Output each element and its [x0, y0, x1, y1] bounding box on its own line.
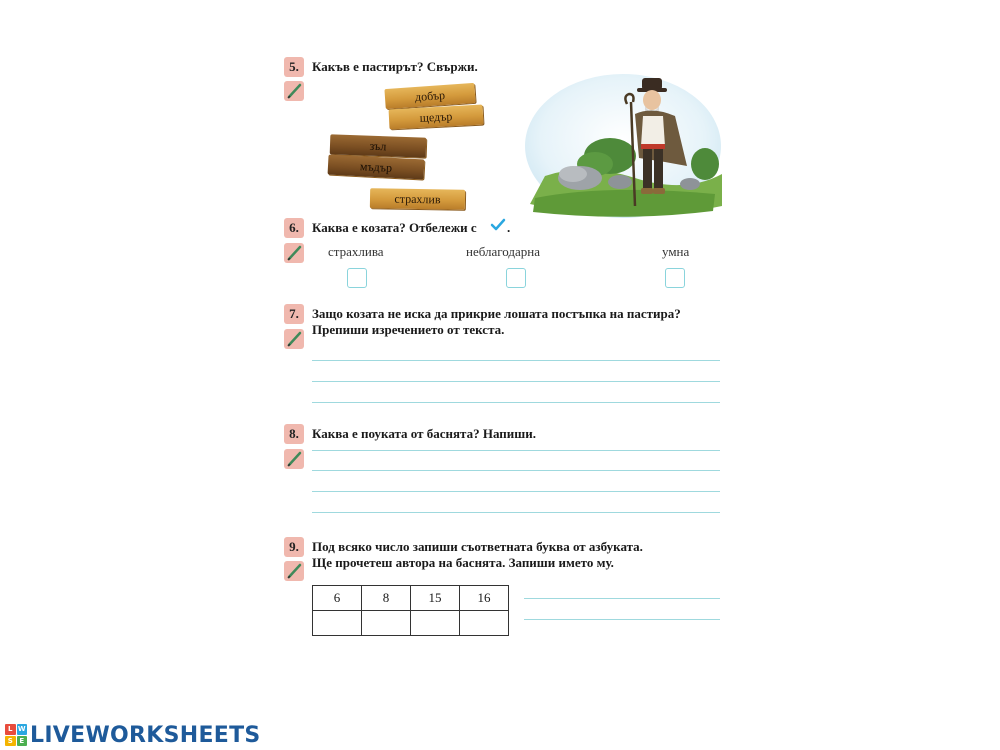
question-number-8: 8. [284, 424, 304, 444]
answer-line-7-2[interactable] [312, 381, 720, 382]
question-number-7: 7. [284, 304, 304, 324]
checkbox-ungrateful[interactable] [506, 268, 526, 288]
question-number-6: 6. [284, 218, 304, 238]
number-cell: 15 [411, 586, 460, 611]
question-number-5: 5. [284, 57, 304, 77]
word-plank-wise[interactable]: мъдър [328, 155, 425, 180]
question-6-period: . [507, 220, 511, 235]
word-plank-good[interactable]: добър [384, 83, 475, 109]
number-cell: 6 [313, 586, 362, 611]
checkmark-icon [490, 218, 506, 232]
checkbox-coward[interactable] [347, 268, 367, 288]
letter-input-cell[interactable] [411, 611, 460, 636]
word-plank-evil[interactable]: зъл [330, 134, 427, 157]
question-8-text: Каква е поуката от баснята? Напиши. [312, 426, 536, 441]
question-7-line2: Препиши изречението от текста. [312, 322, 505, 337]
pencil-icon [284, 81, 304, 101]
question-9-line1: Под всяко число запиши съответната буква от азбуката. [312, 539, 643, 554]
question-6-text: Каква е козата? Отбележи с [312, 220, 477, 235]
pencil-icon [284, 561, 304, 581]
option-label-smart: умна [662, 244, 690, 259]
answer-line-8-1[interactable] [312, 450, 720, 451]
pencil-icon [284, 329, 304, 349]
number-letter-table [312, 585, 509, 636]
checkbox-smart[interactable] [665, 268, 685, 288]
author-answer-line-2[interactable] [524, 619, 720, 620]
answer-line-7-1[interactable] [312, 360, 720, 361]
number-cell: 16 [460, 586, 509, 611]
question-5-text: Какъв е пастирът? Свържи. [312, 59, 478, 74]
pencil-icon [284, 449, 304, 469]
option-label-ungrateful: неблагодарна [466, 244, 541, 259]
word-plank-generous[interactable]: щедър [389, 105, 484, 130]
question-7-line1: Защо козата не иска да прикрие лошата постъпка на пастира? [312, 306, 681, 321]
liveworksheets-logo [5, 722, 261, 748]
letter-input-cell[interactable] [313, 611, 362, 636]
logo-grid-icon: L W S E [5, 724, 27, 746]
question-number-9: 9. [284, 537, 304, 557]
word-plank-coward[interactable]: страхлив [370, 188, 465, 210]
logo-text: LIVEWORKSHEETS [30, 722, 261, 748]
author-answer-line-1[interactable] [524, 598, 720, 599]
answer-line-8-4[interactable] [312, 512, 720, 513]
pencil-icon [284, 243, 304, 263]
answer-line-8-3[interactable] [312, 491, 720, 492]
answer-line-8-2[interactable] [312, 470, 720, 471]
letter-input-cell[interactable] [460, 611, 509, 636]
option-label-coward: страхлива [328, 244, 384, 259]
answer-line-7-3[interactable] [312, 402, 720, 403]
shepherd-illustration [525, 66, 722, 218]
letter-input-cell[interactable] [362, 611, 411, 636]
question-9-line2: Ще прочетеш автора на баснята. Запиши името му. [312, 555, 614, 570]
number-cell: 8 [362, 586, 411, 611]
